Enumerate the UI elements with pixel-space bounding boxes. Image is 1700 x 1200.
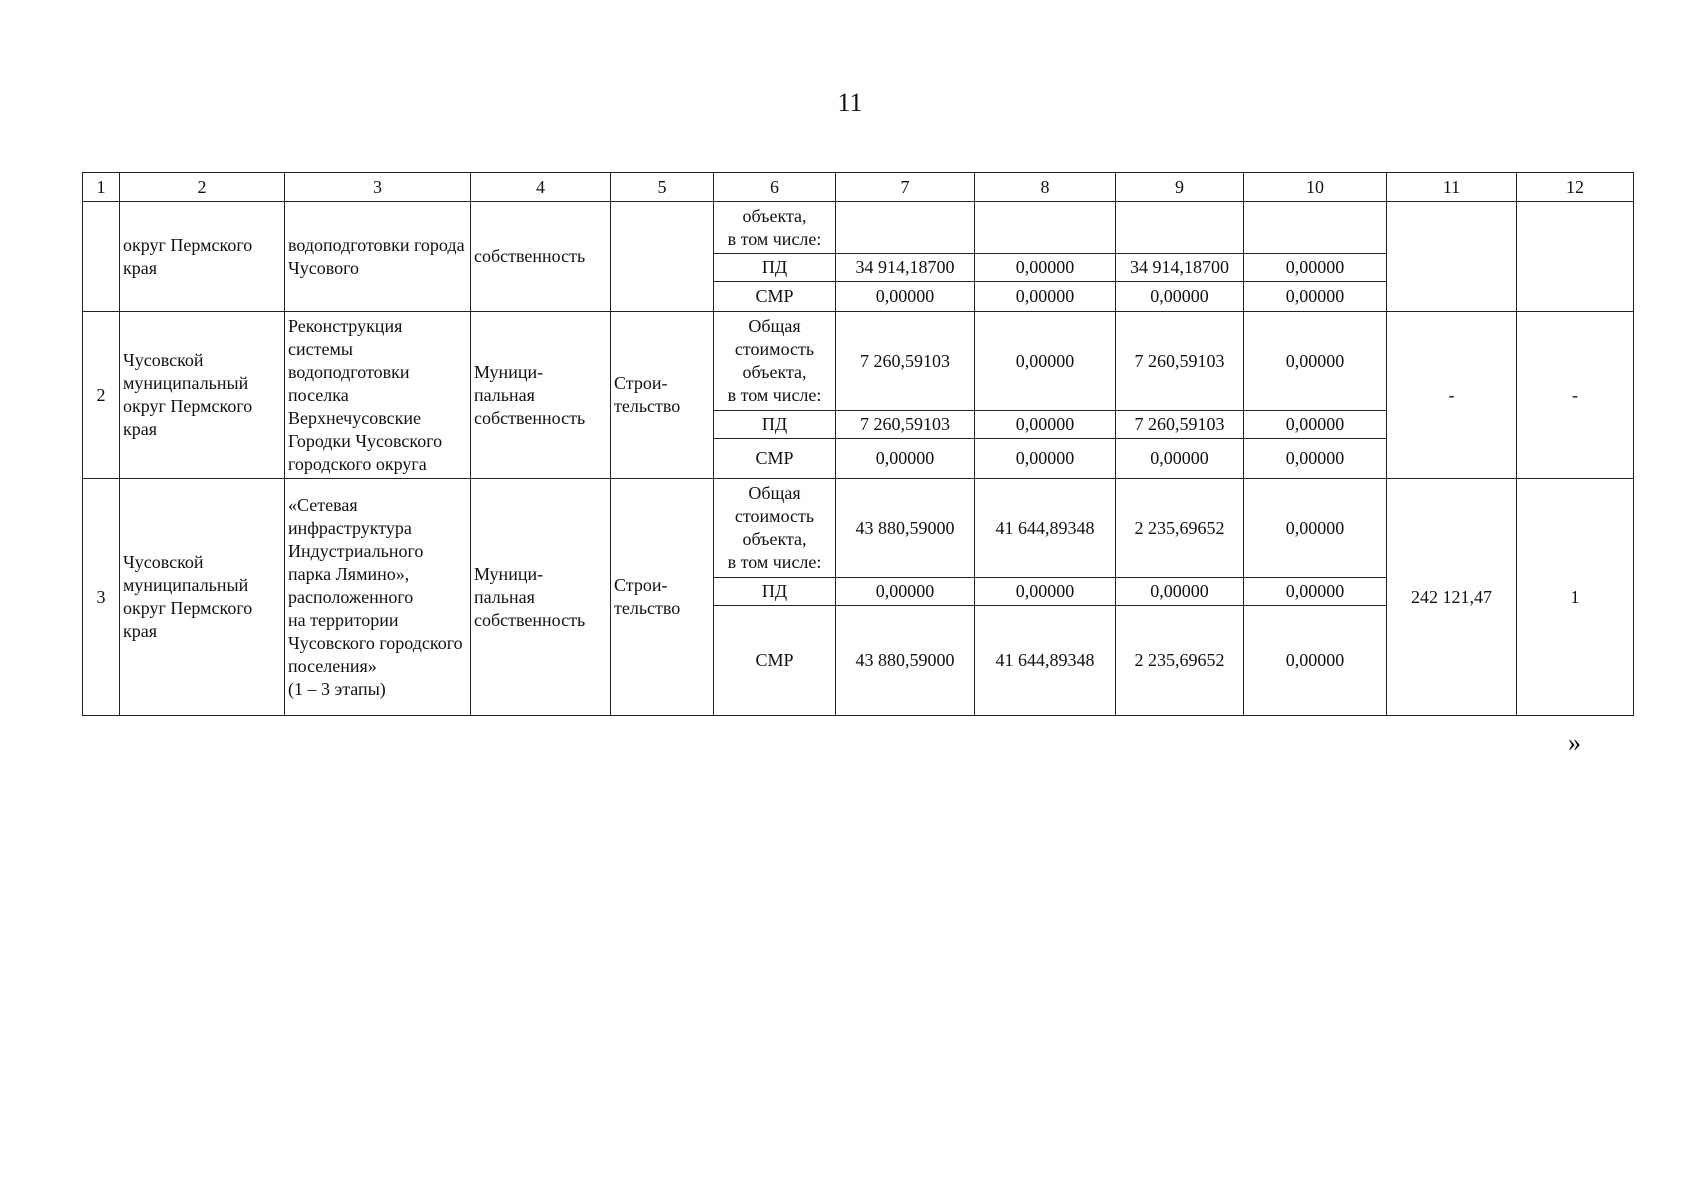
value-cell: 34 914,18700 <box>836 254 975 282</box>
cost-label-cell: ПД <box>714 411 836 439</box>
column-number: 11 <box>1387 173 1517 202</box>
value-cell: 0,00000 <box>975 312 1116 411</box>
value-cell: 7 260,59103 <box>1116 411 1244 439</box>
value-cell: 7 260,59103 <box>836 411 975 439</box>
count-cell: 1 <box>1517 479 1634 716</box>
cost-label-cell: СМР <box>714 439 836 479</box>
column-number: 12 <box>1517 173 1634 202</box>
value-cell: 0,00000 <box>836 282 975 312</box>
work-type-cell: Строи- тельство <box>611 312 714 479</box>
page-number: 11 <box>837 88 863 117</box>
capacity-cell: 242 121,47 <box>1387 479 1517 716</box>
cost-label-cell: Общая стоимость объекта, в том числе: <box>714 479 836 578</box>
row-number: 3 <box>83 479 120 716</box>
value-cell: 2 235,69652 <box>1116 606 1244 716</box>
value-cell: 0,00000 <box>836 578 975 606</box>
value-cell: 0,00000 <box>1244 312 1387 411</box>
value-cell: 0,00000 <box>1244 606 1387 716</box>
column-number: 3 <box>285 173 471 202</box>
column-number: 1 <box>83 173 120 202</box>
value-cell: 0,00000 <box>975 282 1116 312</box>
column-number: 6 <box>714 173 836 202</box>
cost-label-cell: СМР <box>714 606 836 716</box>
count-cell <box>1517 202 1634 312</box>
object-cell: Реконструкция системы водоподготовки поселка Верхнечусовские Городки Чусовского городского округа <box>285 312 471 479</box>
row-number: 2 <box>83 312 120 479</box>
ownership-cell: Муници- пальная собственность <box>471 312 611 479</box>
territory-cell: округ Пермского края <box>120 202 285 312</box>
value-cell: 0,00000 <box>1116 282 1244 312</box>
value-cell: 34 914,18700 <box>1116 254 1244 282</box>
value-cell: 0,00000 <box>1244 578 1387 606</box>
cost-label-cell: ПД <box>714 254 836 282</box>
cost-label-cell: ПД <box>714 578 836 606</box>
count-cell: - <box>1517 312 1634 479</box>
object-cell: водоподготовки города Чусового <box>285 202 471 312</box>
column-number: 10 <box>1244 173 1387 202</box>
cost-label-cell: СМР <box>714 282 836 312</box>
value-cell: 0,00000 <box>836 439 975 479</box>
value-cell: 0,00000 <box>975 578 1116 606</box>
cost-label-cell: объекта, в том числе: <box>714 202 836 254</box>
column-number: 4 <box>471 173 611 202</box>
work-type-cell <box>611 202 714 312</box>
column-number: 8 <box>975 173 1116 202</box>
cost-label-cell: Общая стоимость объекта, в том числе: <box>714 312 836 411</box>
ownership-cell: собственность <box>471 202 611 312</box>
column-number: 7 <box>836 173 975 202</box>
value-cell: 0,00000 <box>1116 578 1244 606</box>
value-cell: 0,00000 <box>975 411 1116 439</box>
value-cell: 43 880,59000 <box>836 606 975 716</box>
investment-table <box>82 172 1634 716</box>
value-cell: 0,00000 <box>1244 254 1387 282</box>
column-number: 9 <box>1116 173 1244 202</box>
capacity-cell <box>1387 202 1517 312</box>
value-cell: 0,00000 <box>1244 411 1387 439</box>
value-cell: 0,00000 <box>1244 282 1387 312</box>
value-cell: 0,00000 <box>975 254 1116 282</box>
column-number: 5 <box>611 173 714 202</box>
table-row <box>83 312 1634 411</box>
column-number: 2 <box>120 173 285 202</box>
value-cell <box>1116 202 1244 254</box>
table-row <box>83 479 1634 578</box>
territory-cell: Чусовской муниципальный округ Пермского края <box>120 312 285 479</box>
column-number-row <box>83 173 1634 202</box>
capacity-cell: - <box>1387 312 1517 479</box>
value-cell: 41 644,89348 <box>975 606 1116 716</box>
closing-quote-mark: » <box>1568 728 1581 757</box>
value-cell: 0,00000 <box>1244 479 1387 578</box>
value-cell <box>836 202 975 254</box>
territory-cell: Чусовской муниципальный округ Пермского края <box>120 479 285 716</box>
value-cell: 41 644,89348 <box>975 479 1116 578</box>
table-row <box>83 202 1634 254</box>
value-cell: 0,00000 <box>1116 439 1244 479</box>
row-number <box>83 202 120 312</box>
value-cell <box>975 202 1116 254</box>
value-cell: 7 260,59103 <box>836 312 975 411</box>
work-type-cell: Строи- тельство <box>611 479 714 716</box>
value-cell: 2 235,69652 <box>1116 479 1244 578</box>
value-cell: 0,00000 <box>975 439 1116 479</box>
value-cell: 7 260,59103 <box>1116 312 1244 411</box>
value-cell: 0,00000 <box>1244 439 1387 479</box>
ownership-cell: Муници- пальная собственность <box>471 479 611 716</box>
object-cell: «Сетевая инфраструктура Индустриального парка Лямино», расположенного на территории Чусовского городского поселения» (1 – 3 этапы) <box>285 479 471 716</box>
value-cell: 43 880,59000 <box>836 479 975 578</box>
value-cell <box>1244 202 1387 254</box>
